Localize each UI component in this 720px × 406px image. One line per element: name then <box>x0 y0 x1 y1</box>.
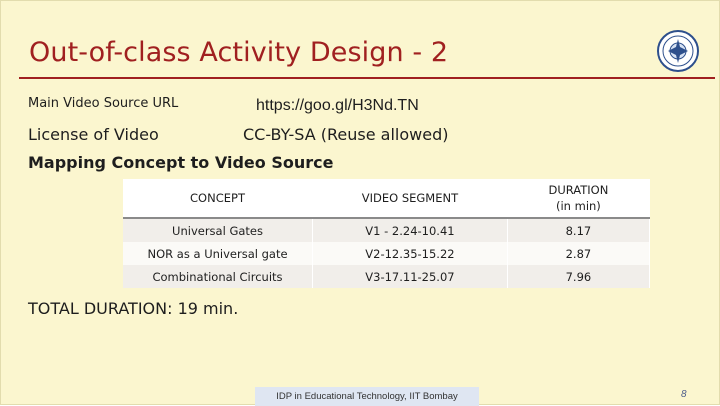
table-row <box>123 265 650 288</box>
header-video-segment: VIDEO SEGMENT <box>313 179 508 218</box>
page-number: 8 <box>681 389 687 400</box>
slide-title: Out-of-class Activity Design - 2 <box>29 37 449 68</box>
table-row <box>123 218 650 242</box>
mapping-heading: Mapping Concept to Video Source <box>28 153 334 172</box>
iit-bombay-seal-icon <box>656 29 700 73</box>
total-duration: TOTAL DURATION: 19 min. <box>28 299 239 318</box>
video-segment-cell: V2-12.35-15.22 <box>313 242 508 265</box>
license-label: License of Video <box>28 125 159 144</box>
concept-video-table <box>123 179 650 288</box>
table-header-row <box>123 179 650 218</box>
duration-cell: 2.87 <box>507 242 649 265</box>
duration-cell: 7.96 <box>507 265 649 288</box>
header-duration: DURATION (in min) <box>507 179 649 218</box>
header-concept: CONCEPT <box>123 179 313 218</box>
footer: IDP in Educational Technology, IIT Bombay <box>255 387 479 406</box>
license-value: CC-BY-SA (Reuse allowed) <box>243 125 449 144</box>
title-underline <box>19 77 715 79</box>
video-segment-cell: V3-17.11-25.07 <box>313 265 508 288</box>
main-video-source-url[interactable]: https://goo.gl/H3Nd.TN <box>256 97 419 114</box>
duration-cell: 8.17 <box>507 218 649 242</box>
table-row <box>123 242 650 265</box>
concept-cell: Universal Gates <box>123 218 313 242</box>
concept-cell: NOR as a Universal gate <box>123 242 313 265</box>
main-video-source-label: Main Video Source URL <box>28 96 179 111</box>
video-segment-cell: V1 - 2.24-10.41 <box>313 218 508 242</box>
concept-cell: Combinational Circuits <box>123 265 313 288</box>
